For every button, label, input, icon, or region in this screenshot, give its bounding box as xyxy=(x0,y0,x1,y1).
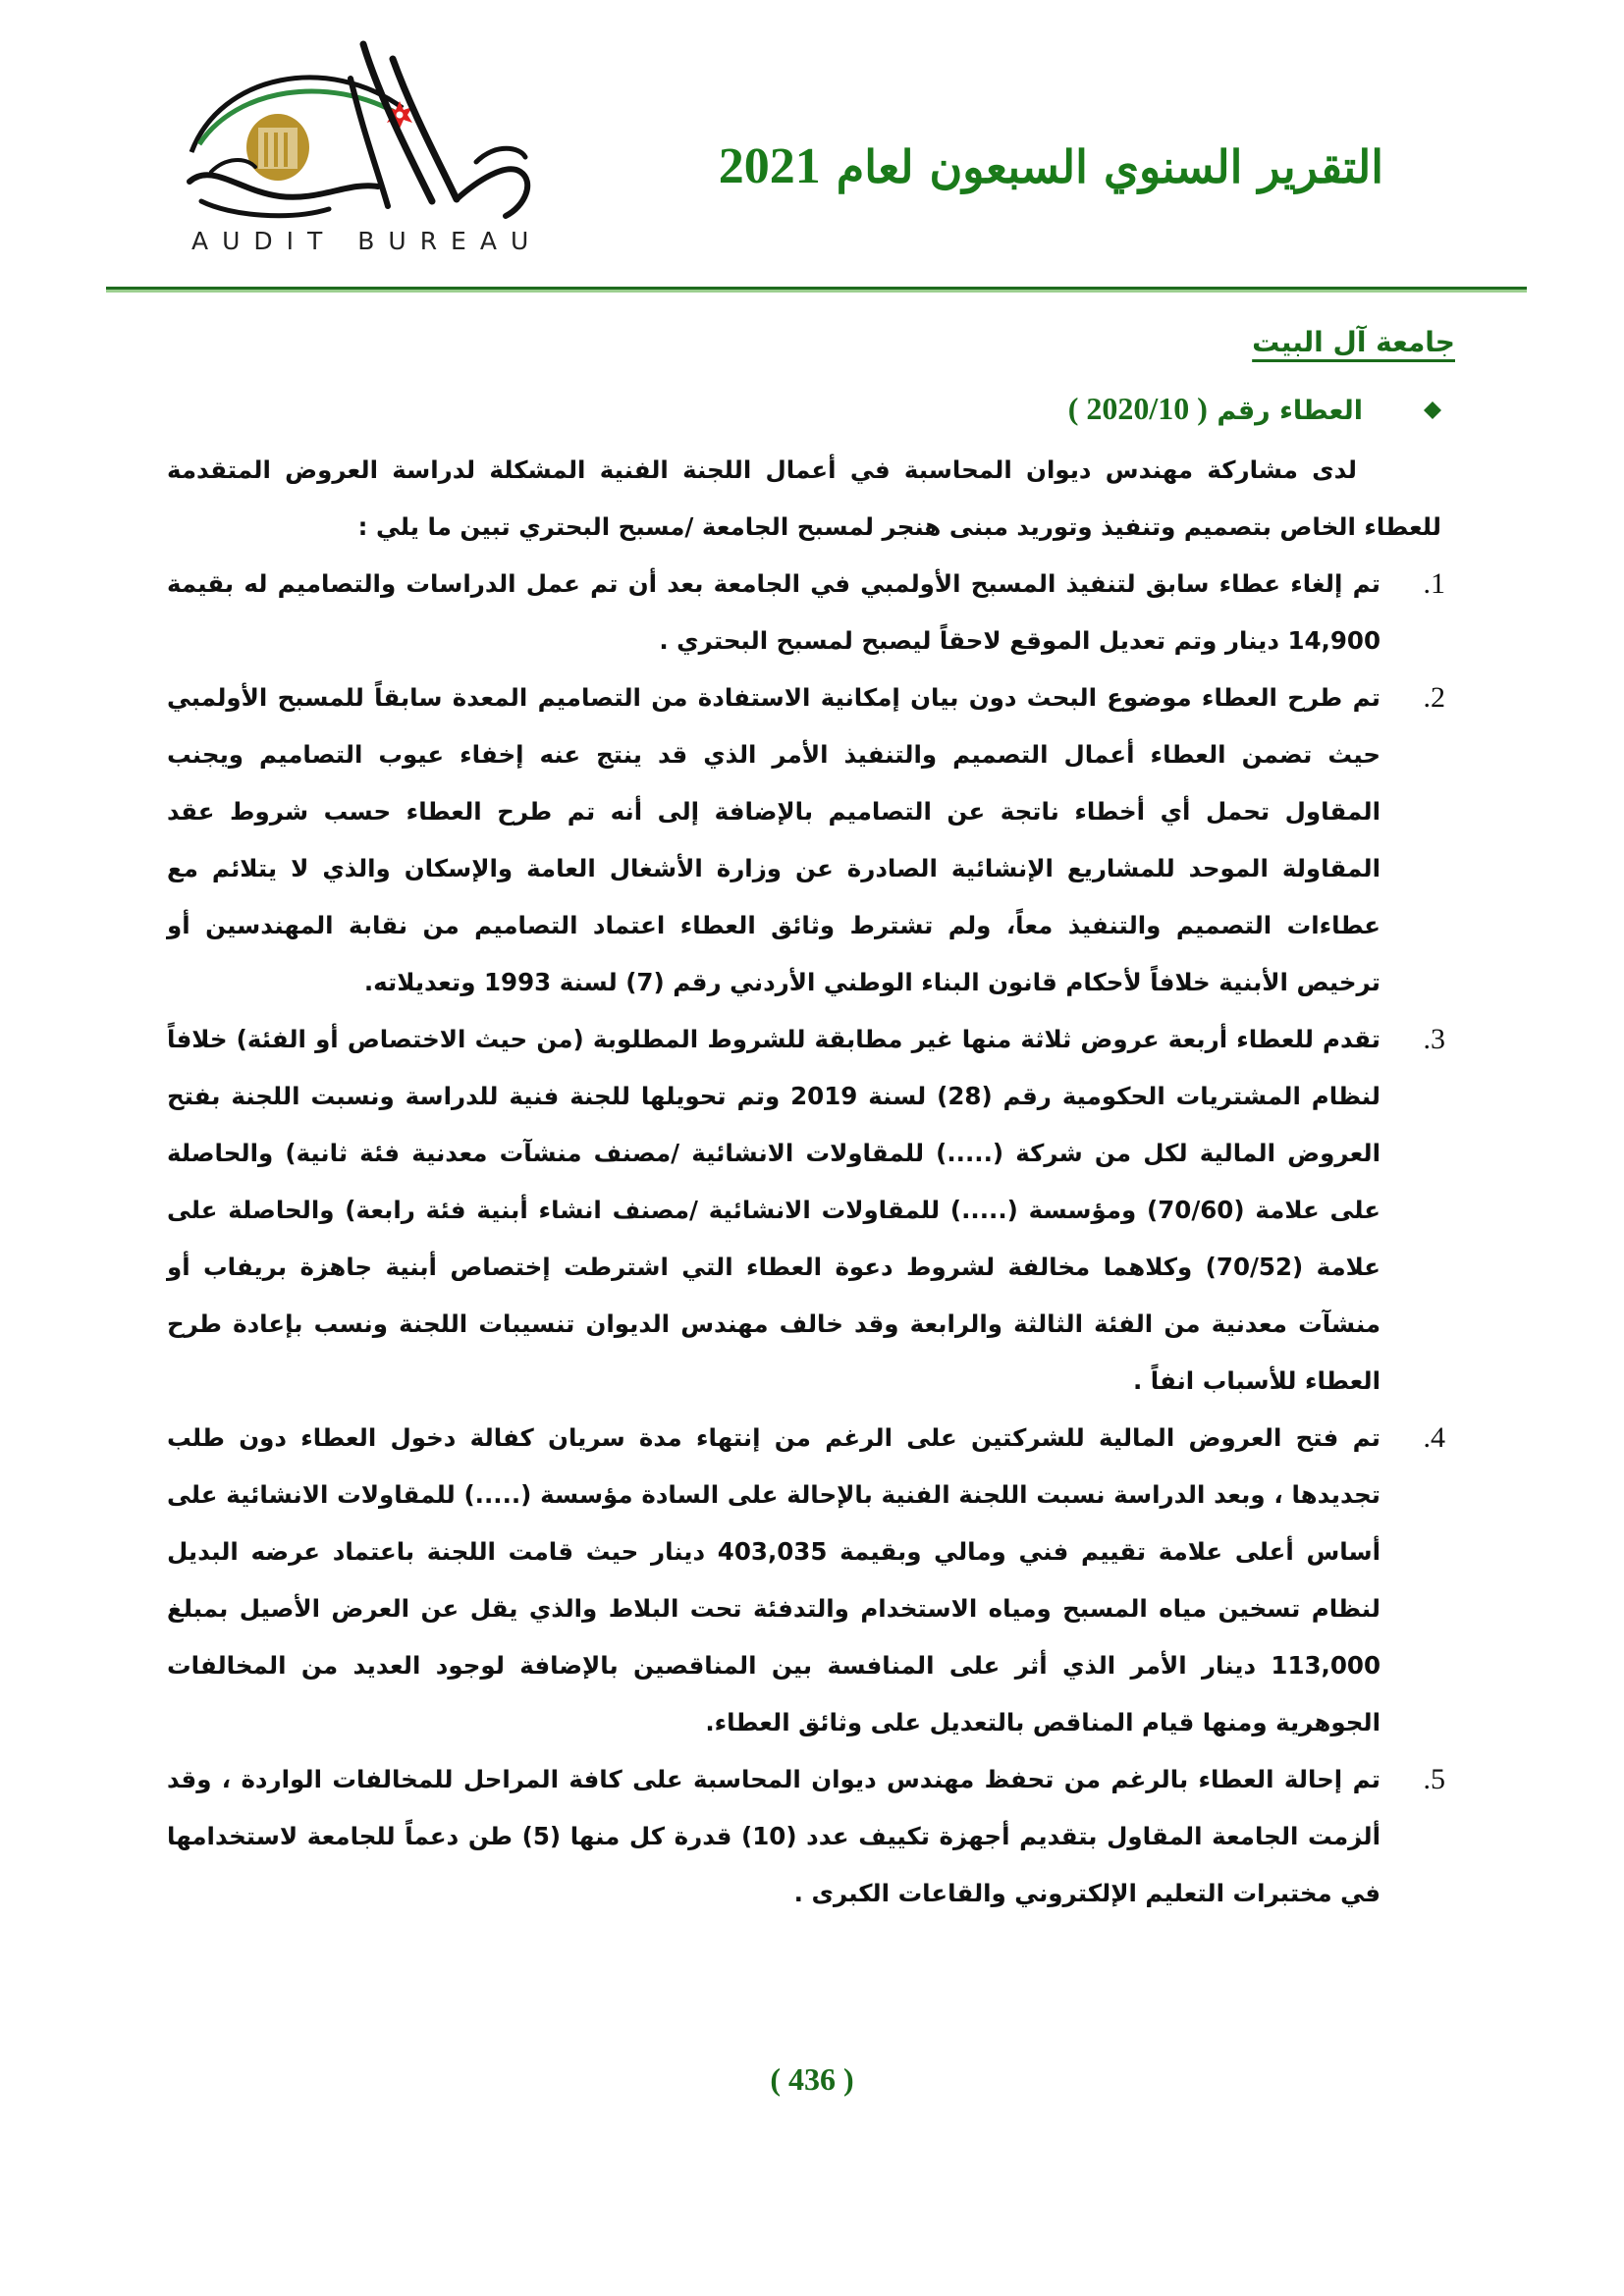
list-item-number: 4. xyxy=(1423,1421,1445,1454)
report-title-text: التقرير السنوي السبعون لعام xyxy=(836,140,1383,193)
list-item-number: 2. xyxy=(1423,681,1445,714)
list-item xyxy=(167,1011,1455,1410)
list-item xyxy=(167,1410,1455,1751)
intro-paragraph: لدى مشاركة مهندس ديوان المحاسبة في أعمال اللجنة الفنية المشكلة لدراسة العروض المتقدمة للعطاء الخاص بتصميم وتنفيذ وتوريد مبنى هنجر لمسبح الجامعة /مسبح البحتري تبين ما يلي : xyxy=(167,455,1441,541)
list-item-number: 3. xyxy=(1423,1023,1445,1055)
list-item-text: تم طرح العطاء موضوع البحث دون بيان إمكانية الاستفادة من التصاميم المعدة سابقاً للمسبح الأولمبي حيث تضمن العطاء أعمال التصميم والتنفيذ الأمر الذي قد ينتج عنه إخفاء عيوب التصاميم ويجنب المقاول تحمل أي أخطاء ناتجة عن التصاميم بالإضافة إلى أنه تم طرح العطاء حسب شروط عقد المقاولة الموحد للمشاريع الإنشائية الصادرة عن وزارة الأشغال العامة والإسكان والذي لا يتلائم مع عطاءات التصميم والتنفيذ معاً، ولم تشترط وثائق العطاء اعتماد التصاميم من نقابة المهندسين أو ترخيص الأبنية خلافاً لأحكام قانون البناء الوطني الأردني رقم (7) لسنة 1993 وتعديلاته. xyxy=(167,683,1380,996)
list-item-text: تم إلغاء عطاء سابق لتنفيذ المسبح الأولمبي في الجامعة بعد أن تم عمل الدراسات والتصاميم له بقيمة 14,900 دينار وتم تعديل الموقع لاحقاً ليصبح لمسبح البحتري . xyxy=(167,569,1380,655)
tender-label xyxy=(1068,384,1363,436)
findings-list xyxy=(167,556,1455,1922)
report-title xyxy=(719,137,1383,195)
list-item-number: 1. xyxy=(1423,567,1445,600)
tender-heading xyxy=(167,384,1455,436)
list-item xyxy=(167,669,1455,1011)
section-title: جامعة آل البيت xyxy=(1252,326,1455,358)
diamond-bullet-icon xyxy=(1424,401,1441,419)
list-item-number: 5. xyxy=(1423,1763,1445,1795)
logo-calligraphy-icon xyxy=(182,34,560,226)
page-number: ( 436 ) xyxy=(770,2061,854,2097)
list-item xyxy=(167,556,1455,669)
divider-light-line xyxy=(106,290,1527,293)
list-item-text: تم إحالة العطاء بالرغم من تحفظ مهندس ديوان المحاسبة على كافة المراحل للمخالفات الواردة ، وقد ألزمت الجامعة المقاول بتقديم أجهزة تكييف عدد (10) قدرة كل منها (5) طن دعماً للجامعة لاستخدامها في مختبرات التعليم الإلكتروني والقاعات الكبرى . xyxy=(167,1765,1381,1907)
report-year: 2021 xyxy=(718,138,821,194)
list-item xyxy=(167,1751,1455,1922)
list-item-text: تقدم للعطاء أربعة عروض ثلاثة منها غير مطابقة للشروط المطلوبة (من حيث الاختصاص أو الفئة) خلافاً لنظام المشتريات الحكومية رقم (28) لسنة 2019 وتم تحويلها للجنة فنية للدراسة ونسبت اللجنة بفتح العروض المالية لكل من شركة (.....) للمقاولات الانشائية /مصنف منشآت معدنية فئة ثانية) والحاصلة على علامة (70/60) ومؤسسة (.....) للمقاولات الانشائية /مصنف انشاء أبنية فئة رابعة) والحاصلة على علامة (70/52) وكلاهما مخالفة لشروط دعوة العطاء التي اشترطت إختصاص أبنية جاهزة بريفاب أو منشآت معدنية من الفئة الثالثة والرابعة وقد خالف مهندس الديوان تنسيبات اللجنة ونسب بإعادة طرح العطاء للأسباب انفاً . xyxy=(167,1025,1380,1395)
logo-caption: AUDIT BUREAU xyxy=(191,227,543,255)
tender-number: ( 2020/10 ) xyxy=(1067,391,1208,426)
tender-label-text: العطاء رقم xyxy=(1217,396,1363,426)
list-item-text: تم فتح العروض المالية للشركتين على الرغم من إنتهاء مدة سريان كفالة دخول العطاء دون طلب تجديدها ، وبعد الدراسة نسبت اللجنة الفنية بالإحالة على السادة مؤسسة (.....) للمقاولات الانشائية على أساس أعلى علامة تقييم فني ومالي وبقيمة 403,035 دينار حيث قامت اللجنة باعتماد عرضه البديل لنظام تسخين مياه المسبح ومياه الاستخدام والتدفئة تحت البلاط والذي يقل عن العرض الأصيل بمبلغ 113,000 دينار الأمر الذي أثر على المنافسة بين المناقصين بالإضافة لوجود العديد من المخالفات الجوهرية ومنها قيام المناقص بالتعديل على وثائق العطاء. xyxy=(167,1423,1380,1736)
audit-bureau-logo xyxy=(182,34,560,255)
document-body xyxy=(167,319,1455,1922)
header-divider xyxy=(106,287,1527,293)
page-header xyxy=(0,0,1624,294)
